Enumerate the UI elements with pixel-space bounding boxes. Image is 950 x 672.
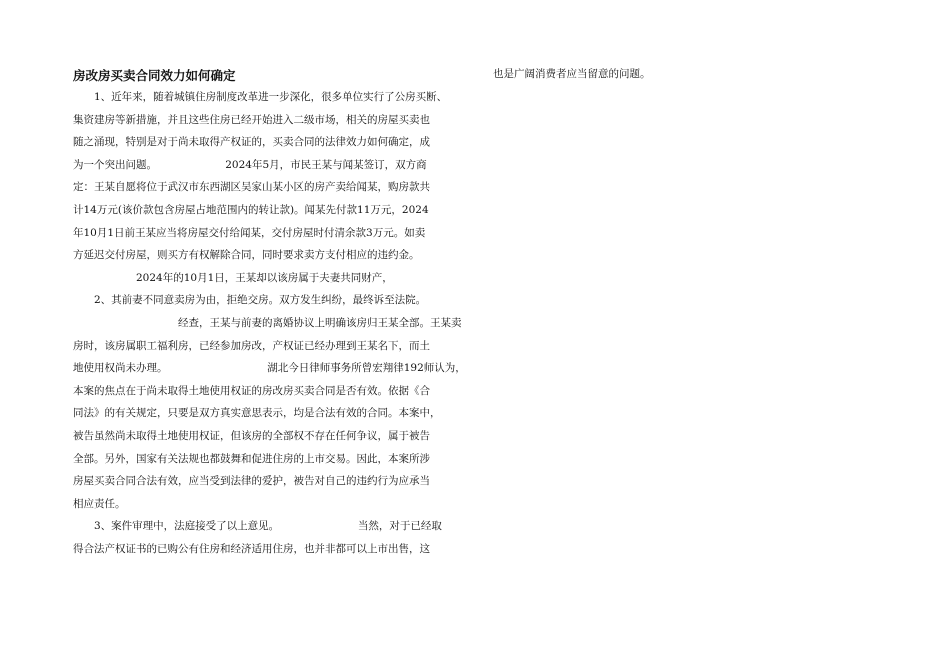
text-line: 为一个突出问题。 2024年5月，市民王某与闻某签订，双方商 (73, 158, 427, 171)
text-line: 得合法产权证书的已购公有住房和经济适用住房，也并非都可以上市出售，这 (73, 542, 430, 555)
text-line: 随之涌现，特别是对于尚未取得产权证的，买卖合同的法律效力如何确定，成 (73, 136, 430, 149)
text-line: 同法》的有关规定，只要是双方真实意思表示，均是合法有效的合同。本案中， (73, 407, 441, 420)
text-line: 定：王某自愿将位于武汉市东西湖区吴家山某小区的房产卖给闻某，购房款共 (73, 181, 430, 194)
text-line: 集资建房等新措施，并且这些住房已经开始进入二级市场，相关的房屋买卖也 (73, 113, 430, 126)
text-line: 相应责任。 (73, 497, 126, 510)
text-line: 也是广阔消费者应当留意的问题。 (493, 68, 651, 80)
text-line: 3、案件审理中，法庭接受了以上意见。 当然，对于已经取 (73, 520, 442, 533)
text-line: 地使用权尚未办理。 湖北今日律师事务所曾宏翔律192师认为， (73, 362, 466, 375)
text-line: 房时，该房属职工福利房，已经参加房改，产权证已经办理到王某名下，而土 (73, 339, 430, 352)
document-title: 房改房买卖合同效力如何确定 (73, 68, 236, 83)
text-line: 计14万元(该价款包含房屋占地范围内的转让款)。闻某先付款11万元，2024 (73, 203, 429, 216)
right-column (493, 66, 897, 83)
text-line: 被告虽然尚未取得土地使用权证，但该房的全部权不存在任何争议，属于被告 (73, 429, 430, 442)
text-line: 年10月1日前王某应当将房屋交付给闻某，交付房屋时付清余款3万元。如卖 (73, 226, 426, 239)
text-line: 2、其前妻不同意卖房为由，拒绝交房。双方发生纠纷，最终诉至法院。 (73, 294, 427, 307)
left-column (73, 66, 477, 560)
text-line: 本案的焦点在于尚未取得土地使用权证的房改房买卖合同是否有效。依据《合 (73, 384, 430, 397)
text-line: 1、近年来，随着城镇住房制度改革进一步深化，很多单位实行了公房买断、 (73, 91, 448, 103)
text-line: 房屋买卖合同合法有效，应当受到法律的爱护，被告对自己的违约行为应承当 (73, 475, 430, 488)
text-line: 经查，王某与前妻的离婚协议上明确该房归王某全部。王某卖 (73, 316, 462, 329)
text-line: 2024年的10月1日，王某却以该房属于夫妻共同财产， (73, 271, 393, 284)
text-line: 方延迟交付房屋，则买方有权解除合同，同时要求卖方支付相应的违约金。 (73, 249, 420, 262)
text-line: 全部。另外，国家有关法规也都鼓舞和促进住房的上市交易。因此，本案所涉 (73, 452, 430, 465)
